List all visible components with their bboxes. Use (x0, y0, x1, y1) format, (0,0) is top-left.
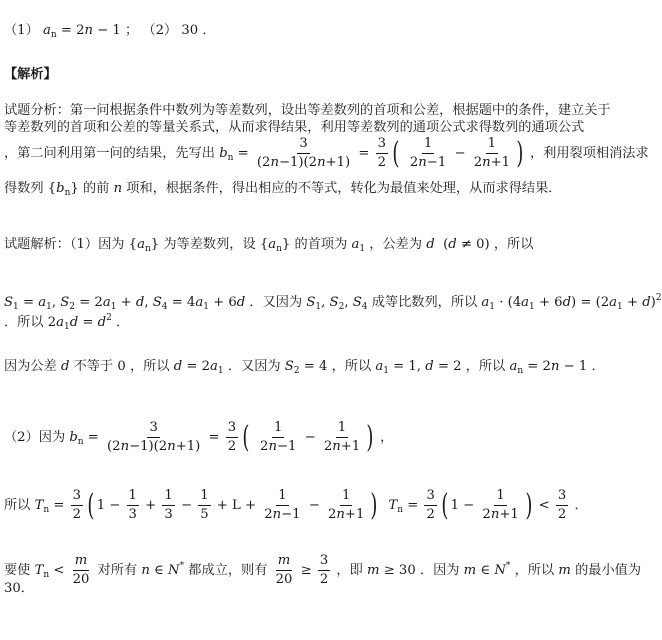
solution-line-2-text-a: ．又因为 (249, 295, 303, 310)
solution-line-7-text-g: 的最小值为 (575, 563, 642, 578)
analysis-line-2: 等差数列的首项和公差的等量关系式，从而求得结果，利用等差数列的通项公式求得数列的通项公式 (4, 120, 585, 135)
answer-part2-label: （2） (142, 23, 178, 38)
analysis-line-4-text-b: 的前 (83, 181, 110, 196)
solution-line-2: $S_1 = a_1$, $S_2 = 2a_1 + d$, $S_4 = 4a_1 + 6d$ ．又因为 $S_1$, $S_2$, $S_4$ 成等比数列，所以 $a_1 \cdot (4a_1 + 6d) = (2a_1 + d)^2$ (4, 293, 662, 312)
solution-line-7-text-e: ．因为 (419, 563, 460, 578)
solution-line-1-text-e: ，所以 (493, 237, 534, 252)
solution-line-7-text-a: 要使 (4, 563, 31, 578)
solution-line-4-text-c: ，所以 (129, 359, 170, 374)
solution-line-1: 试题解析：（1）因为 $\{a_n\}$ 为等差数列，设 $\{a_n\}$ 的首项为 $a_1$ ，公差为 d (d ≠ 0) ，所以 (4, 237, 534, 254)
solution-line-7: 要使 $T_n$ < $\frac{m}{20}$ 对所有 n ∈ N* 都成立，则有 $\frac{m}{20}$ ≥ $\frac{3}{2}$ ，即 m ≥ 30 ．因为 m ∈ N* ，所以 m 的最小值为 (4, 553, 642, 587)
solution-line-5-text: （2）因为 (4, 430, 66, 445)
solution-line-4-text-b: 不等于 (73, 359, 114, 374)
solution-line-1-text-d: ，公差为 (369, 237, 423, 252)
solution-line-2-text-b: 成等比数列，所以 (371, 295, 478, 310)
solution-line-7-text-f: ，所以 (514, 563, 555, 578)
answer-separator: ； (125, 23, 139, 38)
solution-line-7-text-b: 对所有 (97, 563, 138, 578)
solution-line-4-text-e: ，所以 (331, 359, 372, 374)
solution-line-3: ．所以 $2a_1d = d^2$ ． (4, 313, 130, 332)
solution-line-6: 所以 $T_n$ = $\frac{3}{2}$ ( 1 − $\frac{1}{3}$ + $\frac{1}{3}$ − $\frac{1}{5}$ + L + $\frac{1}{2n-1}$ − $\frac{1}{2n+1}$ ) $T_n$ = $\frac{3}{2}$ ( 1 − $\frac{1}{2n+1}$ ) < $\frac{3}{2}$ ． (4, 487, 588, 523)
analysis-line-3: ，第二问利用第一问的结果，先写出 $b_n$ = $\frac{3}{(2n-1)(2n+1)}$ = $\frac{3}{2}$ ( $\frac{1}{2n-1}$ − $\frac{1}{2n+1}$ ) ，利用裂项相消法求 (4, 135, 649, 171)
analysis-line-4-text-a: 得数列 (4, 181, 44, 196)
answer-part2-value: 30 (181, 23, 199, 38)
answer-line: （1） $a_n = 2n - 1$ ； （2） 30 ． (4, 23, 216, 40)
solution-line-5: （2）因为 $b_n$ = $\frac{3}{(2n-1)(2n+1)}$ = $\frac{3}{2}$ ( $\frac{1}{2n-1}$ − $\frac{1}{2n+1}$ ) ， (4, 419, 394, 455)
solution-line-7-text-c: 都成立，则有 (188, 563, 268, 578)
solution-line-1-text-b: 为等差数列，设 (163, 237, 256, 252)
solution-line-4-text-a: 因为公差 (4, 359, 57, 374)
analysis-line-1: 试题分析：第一问根据条件中数列为等差数列，设出等差数列的首项和公差，根据题中的条件，建立关于 (4, 103, 611, 118)
zero-value: 0 (117, 359, 126, 374)
solution-line-7-text-d: ，即 (336, 563, 363, 578)
analysis-line-3-text-b: ，利用裂项相消法求 (529, 146, 649, 161)
analysis-line-4-text-c: 项和，根据条件，得出相应的不等式，转化为最值来处理，从而求得结果． (126, 181, 562, 196)
solution-line-4-text-f: ，所以 (465, 359, 506, 374)
bn-fraction: $\frac{3}{(2n-1)(2n+1)}$ (256, 136, 351, 170)
analysis-line-4: 得数列 $\{b_n\}$ 的前 n 项和，根据条件，得出相应的不等式，转化为最值来处理，从而求得结果． (4, 181, 562, 198)
solution-line-4-text-d: ．又因为 (227, 359, 281, 374)
answer-end: ． (202, 23, 216, 38)
answer-part1-label: （1） (4, 23, 39, 38)
solution-line-1-text-c: 的首项为 (294, 237, 348, 252)
solution-line-1-text-a: 试题解析：（1）因为 (4, 237, 125, 252)
solution-line-8: 30． (4, 581, 34, 596)
analysis-heading: 【解析】 (4, 67, 57, 82)
solution-line-3-text: ．所以 (4, 315, 44, 330)
analysis-line-3-text-a: ，第二问利用第一问的结果，先写出 (4, 146, 215, 161)
solution-line-4: 因为公差 d 不等于 0 ，所以 $d = 2a_1$ ．又因为 $S_2 = 4$ ，所以 $a_1 = 1$, d = 2 ，所以 $a_n = 2n - 1$ ． (4, 359, 605, 376)
three-halves-fraction: $\frac{3}{2}$ (377, 136, 386, 170)
solution-line-6-text: 所以 (4, 498, 31, 513)
